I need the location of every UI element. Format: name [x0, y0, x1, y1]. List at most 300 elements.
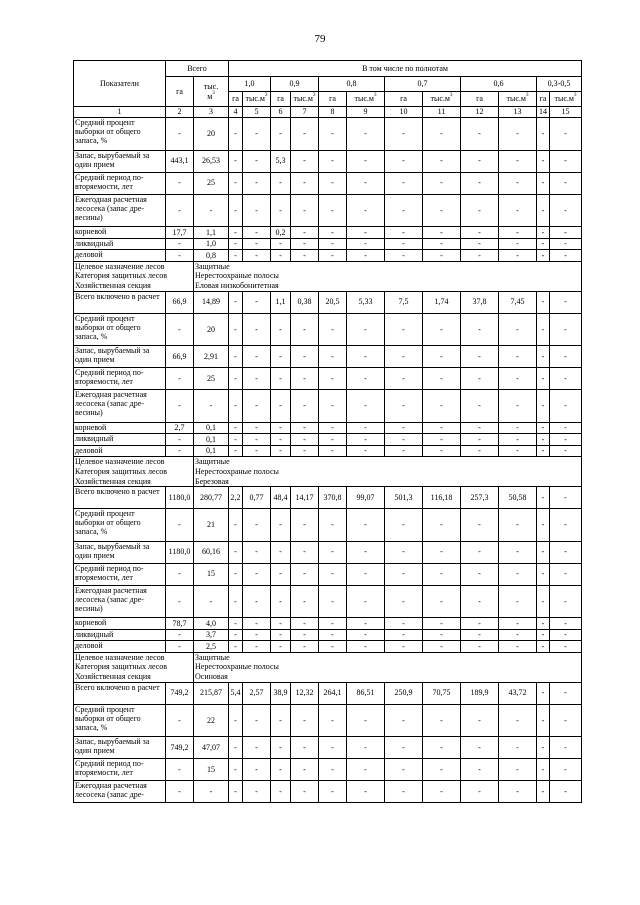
- data-cell: 43,72: [499, 682, 537, 704]
- data-cell: 0,77: [243, 487, 271, 509]
- data-cell: 5,4: [229, 682, 243, 704]
- data-cell: -: [291, 629, 319, 641]
- data-cell: 0,2: [271, 227, 291, 239]
- data-cell: -: [229, 737, 243, 759]
- data-cell: -: [550, 563, 582, 585]
- column-number: 1: [74, 107, 166, 118]
- data-cell: 26,53: [194, 150, 229, 172]
- data-cell: -: [423, 781, 461, 803]
- data-cell: -: [166, 172, 194, 194]
- data-cell: -: [271, 434, 291, 446]
- row-label: Средний период по- вторяемости, лет: [74, 368, 166, 390]
- data-cell: 15: [194, 759, 229, 781]
- data-cell: -: [385, 150, 423, 172]
- unit-volume-header: $тыс.м^3$: [499, 92, 537, 107]
- data-cell: -: [194, 390, 229, 423]
- data-cell: -: [499, 641, 537, 653]
- data-cell: -: [499, 704, 537, 737]
- data-cell: -: [385, 238, 423, 250]
- data-cell: -: [537, 737, 550, 759]
- unit-volume-header: $тыс.м^3$: [291, 92, 319, 107]
- data-cell: -: [229, 346, 243, 368]
- data-cell: -: [550, 150, 582, 172]
- data-cell: -: [423, 118, 461, 151]
- data-cell: 0,1: [194, 445, 229, 457]
- data-cell: -: [461, 445, 499, 457]
- section-info-value: Нерестоохраные полосы: [194, 271, 582, 281]
- data-cell: -: [423, 150, 461, 172]
- data-cell: 78,7: [166, 618, 194, 630]
- row-label: Ежегодная расчетная лесосека (запас дре-: [74, 781, 166, 803]
- data-cell: -: [385, 641, 423, 653]
- data-cell: -: [347, 422, 385, 434]
- data-cell: -: [229, 434, 243, 446]
- data-cell: -: [319, 585, 347, 618]
- data-cell: -: [461, 194, 499, 227]
- data-cell: -: [423, 759, 461, 781]
- table-row: [74, 313, 582, 346]
- density-header: 0,6: [461, 77, 537, 92]
- column-number: 9: [347, 107, 385, 118]
- data-cell: -: [461, 250, 499, 262]
- table-row: [74, 390, 582, 423]
- data-cell: -: [385, 509, 423, 542]
- section-info-row: [74, 281, 582, 291]
- data-cell: -: [385, 250, 423, 262]
- table-row: [74, 759, 582, 781]
- data-cell: 0,8: [194, 250, 229, 262]
- column-number: 15: [550, 107, 582, 118]
- data-cell: -: [385, 618, 423, 630]
- data-cell: -: [550, 238, 582, 250]
- data-cell: -: [461, 759, 499, 781]
- row-label: Средний период по- вторяемости, лет: [74, 563, 166, 585]
- data-cell: -: [537, 682, 550, 704]
- data-cell: -: [499, 509, 537, 542]
- data-cell: -: [271, 629, 291, 641]
- data-cell: -: [461, 434, 499, 446]
- data-cell: 2,7: [166, 422, 194, 434]
- section-info-label: Категория защитных лесов: [74, 271, 194, 281]
- data-cell: -: [243, 250, 271, 262]
- data-cell: 66,9: [166, 291, 194, 313]
- data-cell: -: [291, 118, 319, 151]
- data-cell: -: [537, 291, 550, 313]
- data-cell: -: [537, 759, 550, 781]
- table-row: [74, 194, 582, 227]
- row-label: Запас, вырубаемый за один прием: [74, 346, 166, 368]
- section-info-value: Еловая низкобонитетная: [194, 281, 582, 291]
- section-info-value: Осиновая: [194, 672, 582, 682]
- data-cell: -: [291, 390, 319, 423]
- row-label: Средний процент выборки от общего запаса, %: [74, 313, 166, 346]
- data-cell: -: [347, 313, 385, 346]
- row-label: Ежегодная расчетная лесосека (запас дре- весины): [74, 585, 166, 618]
- data-cell: -: [347, 445, 385, 457]
- data-cell: -: [423, 422, 461, 434]
- row-label: ликвидный: [74, 238, 166, 250]
- table-row: [74, 150, 582, 172]
- data-cell: 60,16: [194, 541, 229, 563]
- data-cell: 264,1: [319, 682, 347, 704]
- data-cell: -: [423, 434, 461, 446]
- data-cell: -: [550, 618, 582, 630]
- density-group-header: В том числе по полнотам: [229, 61, 582, 77]
- data-cell: -: [243, 737, 271, 759]
- data-cell: -: [385, 704, 423, 737]
- data-cell: -: [291, 250, 319, 262]
- data-cell: -: [461, 737, 499, 759]
- data-cell: -: [385, 313, 423, 346]
- data-cell: -: [423, 585, 461, 618]
- data-cell: -: [423, 629, 461, 641]
- section-info-row: [74, 457, 582, 467]
- data-cell: -: [319, 704, 347, 737]
- data-cell: -: [385, 368, 423, 390]
- data-cell: -: [319, 150, 347, 172]
- section-info-row: [74, 467, 582, 477]
- data-cell: -: [499, 250, 537, 262]
- data-cell: 443,1: [166, 150, 194, 172]
- data-cell: -: [461, 390, 499, 423]
- data-cell: -: [385, 118, 423, 151]
- row-label: Запас, вырубаемый за один прием: [74, 150, 166, 172]
- data-cell: 0,1: [194, 422, 229, 434]
- data-cell: -: [423, 238, 461, 250]
- data-cell: -: [550, 704, 582, 737]
- data-cell: -: [319, 194, 347, 227]
- data-cell: -: [537, 238, 550, 250]
- data-cell: -: [166, 313, 194, 346]
- data-cell: 38,9: [271, 682, 291, 704]
- data-cell: -: [271, 704, 291, 737]
- data-cell: -: [537, 509, 550, 542]
- data-cell: -: [461, 368, 499, 390]
- row-label: Средний период по- вторяемости, лет: [74, 759, 166, 781]
- data-cell: -: [166, 563, 194, 585]
- data-cell: -: [499, 585, 537, 618]
- data-cell: -: [194, 194, 229, 227]
- data-cell: 22: [194, 704, 229, 737]
- row-label: деловой: [74, 641, 166, 653]
- row-label: деловой: [74, 445, 166, 457]
- data-cell: -: [229, 445, 243, 457]
- data-cell: -: [319, 618, 347, 630]
- data-cell: -: [550, 737, 582, 759]
- data-cell: -: [347, 759, 385, 781]
- data-cell: -: [243, 434, 271, 446]
- data-cell: -: [243, 618, 271, 630]
- data-cell: -: [537, 641, 550, 653]
- page-number: 79: [314, 33, 326, 45]
- data-cell: -: [550, 585, 582, 618]
- data-cell: -: [550, 759, 582, 781]
- section-info-label: Целевое назначение лесов: [74, 652, 194, 662]
- data-cell: 37,8: [461, 291, 499, 313]
- data-cell: -: [271, 368, 291, 390]
- data-cell: 20: [194, 313, 229, 346]
- data-cell: -: [319, 509, 347, 542]
- data-cell: -: [499, 541, 537, 563]
- section-info-label: Категория защитных лесов: [74, 467, 194, 477]
- data-cell: -: [499, 737, 537, 759]
- data-cell: 47,07: [194, 737, 229, 759]
- data-cell: -: [461, 641, 499, 653]
- data-cell: -: [385, 346, 423, 368]
- data-cell: -: [319, 368, 347, 390]
- table-row: [74, 238, 582, 250]
- data-cell: -: [499, 629, 537, 641]
- data-cell: 99,07: [347, 487, 385, 509]
- data-cell: -: [550, 390, 582, 423]
- data-cell: -: [499, 172, 537, 194]
- data-cell: -: [291, 238, 319, 250]
- table-row: [74, 704, 582, 737]
- data-cell: -: [499, 313, 537, 346]
- data-cell: -: [385, 434, 423, 446]
- data-cell: -: [229, 250, 243, 262]
- section-info-label: Хозяйственная секция: [74, 281, 194, 291]
- data-cell: -: [347, 346, 385, 368]
- data-cell: -: [385, 172, 423, 194]
- data-cell: -: [291, 227, 319, 239]
- data-cell: -: [229, 368, 243, 390]
- data-cell: -: [271, 737, 291, 759]
- density-header: 0,7: [385, 77, 461, 92]
- table-row: [74, 172, 582, 194]
- data-cell: -: [243, 346, 271, 368]
- data-cell: 0,1: [194, 434, 229, 446]
- data-cell: -: [347, 250, 385, 262]
- column-number: 6: [271, 107, 291, 118]
- data-cell: -: [243, 291, 271, 313]
- data-cell: -: [243, 541, 271, 563]
- data-cell: -: [166, 118, 194, 151]
- data-cell: 3,7: [194, 629, 229, 641]
- forest-calculation-table: [73, 60, 582, 803]
- data-cell: -: [271, 118, 291, 151]
- data-cell: -: [499, 445, 537, 457]
- data-cell: -: [423, 194, 461, 227]
- data-cell: -: [461, 629, 499, 641]
- data-cell: -: [229, 291, 243, 313]
- data-cell: -: [347, 150, 385, 172]
- density-header: 0,3-0,5: [537, 77, 582, 92]
- data-cell: -: [347, 227, 385, 239]
- row-label: корневой: [74, 227, 166, 239]
- row-label: Ежегодная расчетная лесосека (запас дре- весины): [74, 194, 166, 227]
- section-info-row: [74, 672, 582, 682]
- data-cell: 50,58: [499, 487, 537, 509]
- table-row: [74, 618, 582, 630]
- table-row: [74, 445, 582, 457]
- unit-ha-header: га: [319, 92, 347, 107]
- data-cell: 1180,0: [166, 541, 194, 563]
- data-cell: -: [385, 445, 423, 457]
- data-cell: -: [243, 172, 271, 194]
- data-cell: -: [271, 641, 291, 653]
- data-cell: -: [385, 227, 423, 239]
- table-row: [74, 487, 582, 509]
- data-cell: -: [537, 118, 550, 151]
- data-cell: -: [385, 390, 423, 423]
- data-cell: -: [271, 585, 291, 618]
- data-cell: -: [423, 368, 461, 390]
- unit-volume-header: $тыс.м^3$: [347, 92, 385, 107]
- data-cell: -: [347, 629, 385, 641]
- row-label: Средний процент выборки от общего запаса, %: [74, 704, 166, 737]
- data-cell: -: [537, 194, 550, 227]
- data-cell: -: [291, 194, 319, 227]
- data-cell: -: [243, 227, 271, 239]
- data-cell: -: [423, 509, 461, 542]
- data-cell: -: [291, 737, 319, 759]
- data-cell: -: [291, 618, 319, 630]
- data-cell: -: [550, 422, 582, 434]
- table-row: [74, 227, 582, 239]
- data-cell: -: [229, 227, 243, 239]
- data-cell: -: [499, 390, 537, 423]
- data-cell: 14,17: [291, 487, 319, 509]
- data-cell: -: [229, 781, 243, 803]
- data-cell: -: [550, 487, 582, 509]
- section-info-label: Целевое назначение лесов: [74, 261, 194, 271]
- data-cell: -: [423, 704, 461, 737]
- data-cell: -: [229, 563, 243, 585]
- data-cell: 25: [194, 172, 229, 194]
- data-cell: -: [166, 445, 194, 457]
- column-number: 5: [243, 107, 271, 118]
- section-info-label: Целевое назначение лесов: [74, 457, 194, 467]
- data-cell: -: [537, 172, 550, 194]
- data-cell: 2,5: [194, 641, 229, 653]
- data-cell: -: [229, 629, 243, 641]
- data-cell: -: [194, 781, 229, 803]
- data-cell: -: [461, 227, 499, 239]
- section-info-value: Защитные: [194, 652, 582, 662]
- data-cell: -: [166, 434, 194, 446]
- data-cell: 5,33: [347, 291, 385, 313]
- data-cell: -: [537, 250, 550, 262]
- data-cell: -: [319, 250, 347, 262]
- data-cell: -: [423, 390, 461, 423]
- unit-volume-header: $тыс.м^3$: [243, 92, 271, 107]
- data-cell: -: [166, 250, 194, 262]
- data-cell: -: [271, 172, 291, 194]
- section-info-label: Категория защитных лесов: [74, 662, 194, 672]
- data-cell: -: [271, 422, 291, 434]
- data-cell: -: [499, 434, 537, 446]
- section-info-value: Нерестоохраные полосы: [194, 662, 582, 672]
- data-cell: -: [347, 368, 385, 390]
- data-cell: -: [166, 194, 194, 227]
- data-cell: -: [243, 781, 271, 803]
- table-row: [74, 346, 582, 368]
- column-number: 8: [319, 107, 347, 118]
- table-row: [74, 781, 582, 803]
- unit-ha-header: га: [271, 92, 291, 107]
- data-cell: -: [347, 781, 385, 803]
- data-cell: -: [537, 422, 550, 434]
- data-cell: -: [319, 422, 347, 434]
- data-cell: -: [243, 759, 271, 781]
- column-number: 12: [461, 107, 499, 118]
- density-header: 1,0: [229, 77, 271, 92]
- data-cell: -: [319, 629, 347, 641]
- data-cell: -: [319, 563, 347, 585]
- data-cell: -: [423, 445, 461, 457]
- data-cell: -: [291, 759, 319, 781]
- data-cell: -: [229, 585, 243, 618]
- data-cell: 14,89: [194, 291, 229, 313]
- unit-ha-header: га: [385, 92, 423, 107]
- data-cell: -: [166, 641, 194, 653]
- data-cell: 7,5: [385, 291, 423, 313]
- data-cell: -: [166, 238, 194, 250]
- column-number: 2: [166, 107, 194, 118]
- row-label: Средний процент выборки от общего запаса, %: [74, 118, 166, 151]
- data-cell: 116,18: [423, 487, 461, 509]
- data-cell: -: [537, 434, 550, 446]
- data-cell: -: [499, 118, 537, 151]
- data-cell: -: [461, 781, 499, 803]
- data-cell: -: [291, 585, 319, 618]
- data-cell: -: [243, 629, 271, 641]
- section-info-label: Хозяйственная секция: [74, 477, 194, 487]
- data-cell: 280,77: [194, 487, 229, 509]
- data-cell: -: [499, 759, 537, 781]
- data-cell: -: [166, 781, 194, 803]
- data-cell: -: [423, 313, 461, 346]
- data-cell: -: [347, 585, 385, 618]
- data-cell: -: [537, 313, 550, 346]
- data-cell: -: [271, 541, 291, 563]
- data-cell: -: [243, 390, 271, 423]
- data-cell: -: [499, 368, 537, 390]
- data-cell: -: [550, 509, 582, 542]
- data-cell: -: [347, 704, 385, 737]
- data-cell: -: [423, 641, 461, 653]
- data-cell: -: [499, 781, 537, 803]
- data-cell: -: [550, 227, 582, 239]
- density-header: 0,8: [319, 77, 385, 92]
- data-cell: -: [385, 737, 423, 759]
- data-cell: -: [423, 618, 461, 630]
- data-cell: -: [550, 291, 582, 313]
- data-cell: -: [385, 781, 423, 803]
- data-cell: -: [347, 390, 385, 423]
- row-label: Всего включено в расчет: [74, 291, 166, 313]
- data-cell: -: [229, 313, 243, 346]
- section-info-value: Березовая: [194, 477, 582, 487]
- data-cell: 70,75: [423, 682, 461, 704]
- data-cell: 0,38: [291, 291, 319, 313]
- data-cell: 12,32: [291, 682, 319, 704]
- table-row: [74, 682, 582, 704]
- data-cell: 5,3: [271, 150, 291, 172]
- data-cell: -: [461, 509, 499, 542]
- table-row: [74, 250, 582, 262]
- data-cell: 1,1: [194, 227, 229, 239]
- data-cell: -: [271, 313, 291, 346]
- data-cell: 250,9: [385, 682, 423, 704]
- indicators-header: Показатели: [74, 61, 166, 107]
- data-cell: -: [166, 509, 194, 542]
- data-cell: -: [291, 422, 319, 434]
- data-cell: -: [271, 445, 291, 457]
- data-cell: -: [385, 759, 423, 781]
- data-cell: -: [499, 563, 537, 585]
